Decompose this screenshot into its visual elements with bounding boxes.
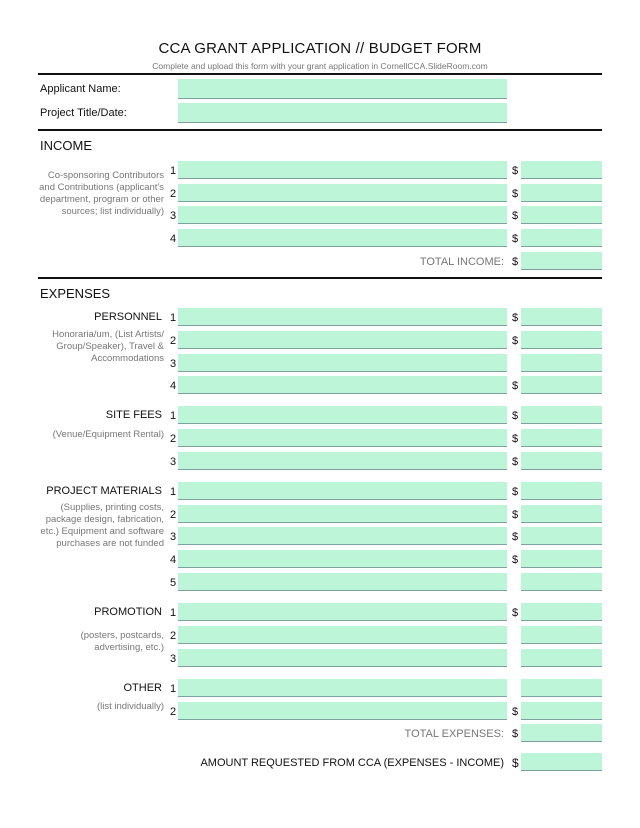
total-expenses-field[interactable] bbox=[521, 724, 602, 742]
expense-row-number: 4 bbox=[170, 380, 177, 392]
expense-amount-field[interactable] bbox=[521, 505, 602, 523]
expense-amount-field[interactable] bbox=[521, 452, 602, 470]
expense-row-number: 1 bbox=[170, 486, 177, 498]
expense-description-field[interactable] bbox=[178, 649, 507, 667]
expense-description-field[interactable] bbox=[178, 573, 507, 591]
other-description: (list individually) bbox=[96, 701, 164, 712]
expense-amount-field[interactable] bbox=[521, 527, 602, 545]
expense-description-field[interactable] bbox=[178, 679, 507, 697]
site-fees-label: SITE FEES bbox=[105, 409, 162, 421]
expense-row-number: 3 bbox=[170, 653, 177, 665]
expense-amount-field[interactable] bbox=[521, 679, 602, 697]
expenses-heading: EXPENSES bbox=[40, 286, 111, 301]
expense-amount-field[interactable] bbox=[521, 550, 602, 568]
total-income-label: TOTAL INCOME: bbox=[419, 256, 504, 268]
divider bbox=[38, 277, 602, 279]
currency-symbol: $ bbox=[512, 233, 519, 245]
expense-row-number: 1 bbox=[170, 607, 177, 619]
expense-description-field[interactable] bbox=[178, 603, 507, 621]
income-row-number: 4 bbox=[170, 233, 177, 245]
project-title-field[interactable] bbox=[178, 103, 507, 123]
site-fees-description: (Venue/Equipment Rental) bbox=[52, 429, 164, 440]
expense-amount-field[interactable] bbox=[521, 702, 602, 720]
currency-symbol: $ bbox=[512, 433, 519, 445]
expense-row-number: 3 bbox=[170, 358, 177, 370]
expense-amount-field[interactable] bbox=[521, 376, 602, 394]
total-income-field[interactable] bbox=[521, 252, 602, 270]
project-title-label: Project Title/Date: bbox=[40, 107, 127, 119]
currency-symbol: $ bbox=[512, 165, 519, 177]
expense-description-field[interactable] bbox=[178, 308, 507, 326]
currency-symbol: $ bbox=[512, 756, 519, 770]
expense-amount-field[interactable] bbox=[521, 354, 602, 372]
expense-description-field[interactable] bbox=[178, 482, 507, 500]
income-description-field[interactable] bbox=[178, 184, 507, 202]
expense-row-number: 2 bbox=[170, 433, 177, 445]
income-row-number: 1 bbox=[170, 165, 177, 177]
personnel-label: PERSONNEL bbox=[94, 311, 162, 323]
currency-symbol: $ bbox=[512, 456, 519, 468]
divider bbox=[38, 73, 602, 75]
income-row-number: 3 bbox=[170, 210, 177, 222]
expense-amount-field[interactable] bbox=[521, 308, 602, 326]
expense-amount-field[interactable] bbox=[521, 406, 602, 424]
expense-description-field[interactable] bbox=[178, 505, 507, 523]
expense-description-field[interactable] bbox=[178, 376, 507, 394]
page-subtitle: Complete and upload this form with your grant application in CornellCCA.SlideRoom.com bbox=[152, 61, 488, 71]
income-row-number: 2 bbox=[170, 188, 177, 200]
currency-symbol: $ bbox=[512, 486, 519, 498]
expense-amount-field[interactable] bbox=[521, 573, 602, 591]
currency-symbol: $ bbox=[512, 531, 519, 543]
currency-symbol: $ bbox=[512, 607, 519, 619]
expense-row-number: 1 bbox=[170, 410, 177, 422]
expense-description-field[interactable] bbox=[178, 429, 507, 447]
expense-description-field[interactable] bbox=[178, 452, 507, 470]
income-description-field[interactable] bbox=[178, 229, 507, 247]
currency-symbol: $ bbox=[512, 410, 519, 422]
currency-symbol: $ bbox=[512, 312, 519, 324]
currency-symbol: $ bbox=[512, 256, 519, 268]
expense-amount-field[interactable] bbox=[521, 482, 602, 500]
income-description-field[interactable] bbox=[178, 161, 507, 179]
expense-row-number: 1 bbox=[170, 312, 177, 324]
expense-amount-field[interactable] bbox=[521, 626, 602, 644]
page-title: CCA GRANT APPLICATION // BUDGET FORM bbox=[158, 40, 482, 57]
currency-symbol: $ bbox=[512, 335, 519, 347]
income-amount-field[interactable] bbox=[521, 184, 602, 202]
expense-row-number: 3 bbox=[170, 456, 177, 468]
amount-requested-label: AMOUNT REQUESTED FROM CCA (EXPENSES - INCOME) bbox=[200, 757, 504, 769]
expense-description-field[interactable] bbox=[178, 331, 507, 349]
expense-amount-field[interactable] bbox=[521, 429, 602, 447]
expense-row-number: 5 bbox=[170, 577, 177, 589]
expense-description-field[interactable] bbox=[178, 626, 507, 644]
currency-symbol: $ bbox=[512, 706, 519, 718]
expense-description-field[interactable] bbox=[178, 354, 507, 372]
total-expenses-label: TOTAL EXPENSES: bbox=[404, 728, 504, 740]
expense-row-number: 2 bbox=[170, 630, 177, 642]
personnel-description: Honoraria/um, (List Artists/ Group/Speaker), Travel & Accommodations bbox=[52, 329, 164, 364]
promotion-label: PROMOTION bbox=[94, 606, 162, 618]
expense-description-field[interactable] bbox=[178, 550, 507, 568]
income-amount-field[interactable] bbox=[521, 206, 602, 224]
amount-requested-field[interactable] bbox=[521, 753, 602, 771]
income-heading: INCOME bbox=[40, 138, 92, 153]
expense-description-field[interactable] bbox=[178, 702, 507, 720]
currency-symbol: $ bbox=[512, 188, 519, 200]
currency-symbol: $ bbox=[512, 728, 519, 740]
income-amount-field[interactable] bbox=[521, 229, 602, 247]
expense-description-field[interactable] bbox=[178, 406, 507, 424]
currency-symbol: $ bbox=[512, 509, 519, 521]
expense-description-field[interactable] bbox=[178, 527, 507, 545]
project-materials-label: PROJECT MATERIALS bbox=[46, 485, 162, 497]
expense-amount-field[interactable] bbox=[521, 603, 602, 621]
expense-amount-field[interactable] bbox=[521, 649, 602, 667]
divider bbox=[38, 129, 602, 131]
other-label: OTHER bbox=[123, 682, 162, 694]
expense-row-number: 2 bbox=[170, 335, 177, 347]
currency-symbol: $ bbox=[512, 554, 519, 566]
expense-amount-field[interactable] bbox=[521, 331, 602, 349]
expense-row-number: 3 bbox=[170, 531, 177, 543]
expense-row-number: 4 bbox=[170, 554, 177, 566]
expense-row-number: 2 bbox=[170, 509, 177, 521]
income-amount-field[interactable] bbox=[521, 161, 602, 179]
applicant-name-field[interactable] bbox=[178, 79, 507, 99]
applicant-name-label: Applicant Name: bbox=[40, 83, 121, 95]
currency-symbol: $ bbox=[512, 380, 519, 392]
expense-row-number: 2 bbox=[170, 706, 177, 718]
income-description-field[interactable] bbox=[178, 206, 507, 224]
income-description: Co-sponsoring Contributors and Contributions (applicant's department, program or other sources; list individually) bbox=[39, 170, 164, 217]
promotion-description: (posters, postcards, advertising, etc.) bbox=[80, 630, 164, 653]
expense-row-number: 1 bbox=[170, 683, 177, 695]
project-materials-description: (Supplies, printing costs, package design, fabrication, etc.) Equipment and software purchases are not funded bbox=[40, 502, 164, 549]
currency-symbol: $ bbox=[512, 210, 519, 222]
